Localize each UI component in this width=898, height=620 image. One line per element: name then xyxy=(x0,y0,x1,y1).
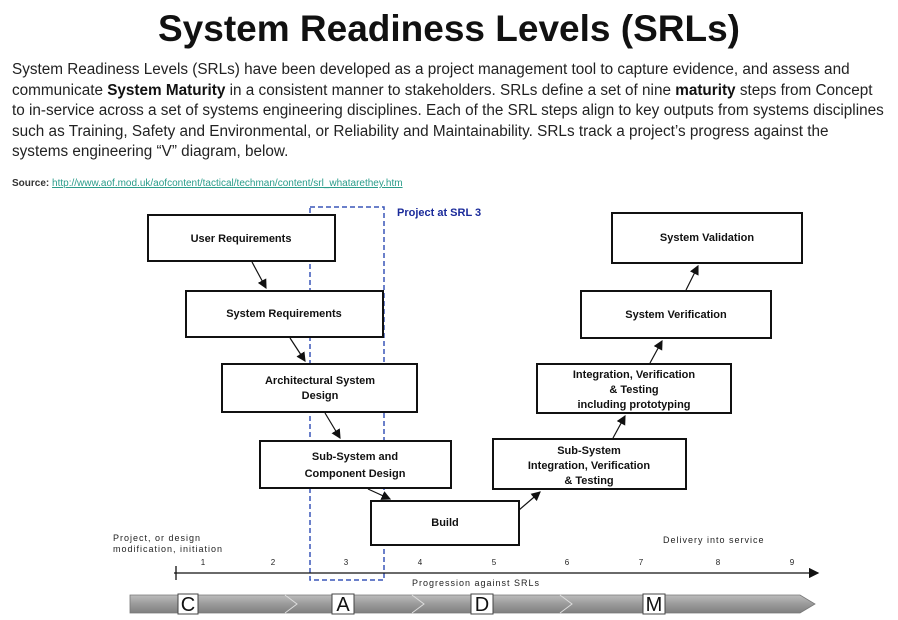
phase-letter: A xyxy=(336,594,350,616)
box-line: Component Design xyxy=(304,468,406,480)
srl-marker-label: Project at SRL 3 xyxy=(397,207,482,219)
axis-left-note-line1: Project, or design xyxy=(113,533,202,543)
phase-label-m xyxy=(643,594,665,616)
box-subsystem-integration xyxy=(493,439,686,489)
box-line: Sub-System xyxy=(557,445,621,457)
arrow-intvt-to-sysver xyxy=(650,341,662,363)
box-line: Sub-System and xyxy=(311,451,399,463)
phase-label-d xyxy=(471,594,493,616)
source-link[interactable]: http://www.aof.mod.uk/aofcontent/tactical/techman/content/srl_whatarethey.htm xyxy=(52,178,403,189)
phase-letter: D xyxy=(474,594,490,616)
box-line: Design xyxy=(301,390,339,402)
box-line: User Requirements xyxy=(190,233,292,245)
phase-letter: M xyxy=(645,594,663,616)
srl-axis-label: Progression against SRLs xyxy=(411,578,541,588)
intro-text-2: in a consistent manner to stakeholders. SRLs define a set of nine xyxy=(225,81,676,99)
phase-label-a xyxy=(332,594,354,616)
intro-text-1: System Readiness Levels (SRLs) have been developed as a project management tool to capture evidence, and assess and communicate xyxy=(12,61,850,99)
box-line: System Validation xyxy=(659,232,755,244)
box-line: Architectural System xyxy=(264,375,376,387)
box-line: & Testing xyxy=(564,475,614,487)
box-subsystem-design xyxy=(260,441,451,488)
box-system-validation xyxy=(612,213,802,263)
srl-tick: 4 xyxy=(417,558,423,567)
srl-tick: 1 xyxy=(200,558,206,567)
box-line: & Testing xyxy=(609,384,659,396)
box-line: System Verification xyxy=(625,309,727,321)
box-build xyxy=(371,501,519,545)
srl-tick: 9 xyxy=(789,558,795,567)
phase-label-c xyxy=(178,594,198,616)
intro-bold-system-maturity: System Maturity xyxy=(107,81,226,99)
arrow-user-to-sysreq xyxy=(252,262,266,288)
srl-tick: 7 xyxy=(638,558,644,567)
arrow-sysreq-to-arch xyxy=(290,338,305,361)
box-line: Build xyxy=(431,517,459,529)
box-system-verification xyxy=(581,291,771,338)
page-title: System Readiness Levels (SRLs) xyxy=(158,8,740,49)
box-system-requirements xyxy=(186,291,383,337)
intro-text-3: steps from Concept to in-service across a set of systems engineering disciplines. Each of the SRL steps align to key outputs from systems disciplines such as Training, Safety and Environmental, or Reliability and Maintainability. SRLs track a project’s progress against the systems engineering “V” diagram, below. xyxy=(12,81,884,160)
arrow-subdesign-to-build xyxy=(368,489,390,499)
source-label: Source: xyxy=(12,178,50,189)
srl-tick: 5 xyxy=(491,558,497,567)
srl-tick: 6 xyxy=(564,558,570,567)
phase-letter: C xyxy=(180,594,196,616)
axis-right-note: Delivery into service xyxy=(663,535,765,545)
box-user-requirements xyxy=(148,215,335,261)
arrow-subint-to-intvt xyxy=(613,416,625,438)
arrow-build-to-subint xyxy=(519,492,540,510)
srl-tick: 3 xyxy=(343,558,349,567)
box-line: System Requirements xyxy=(226,308,342,320)
box-architectural-design xyxy=(222,364,417,412)
srl-tick: 8 xyxy=(715,558,721,567)
box-line: including prototyping xyxy=(577,399,691,411)
arrow-sysver-to-sysval xyxy=(686,266,698,290)
intro-bold-maturity: maturity xyxy=(675,81,736,99)
box-line: Integration, Verification xyxy=(572,369,696,381)
axis-left-note-line2: modification, initiation xyxy=(113,544,224,554)
srl-tick: 2 xyxy=(270,558,276,567)
arrow-arch-to-subdesign xyxy=(325,413,340,438)
box-integration-vt xyxy=(537,364,731,413)
box-line: Integration, Verification xyxy=(527,460,651,472)
